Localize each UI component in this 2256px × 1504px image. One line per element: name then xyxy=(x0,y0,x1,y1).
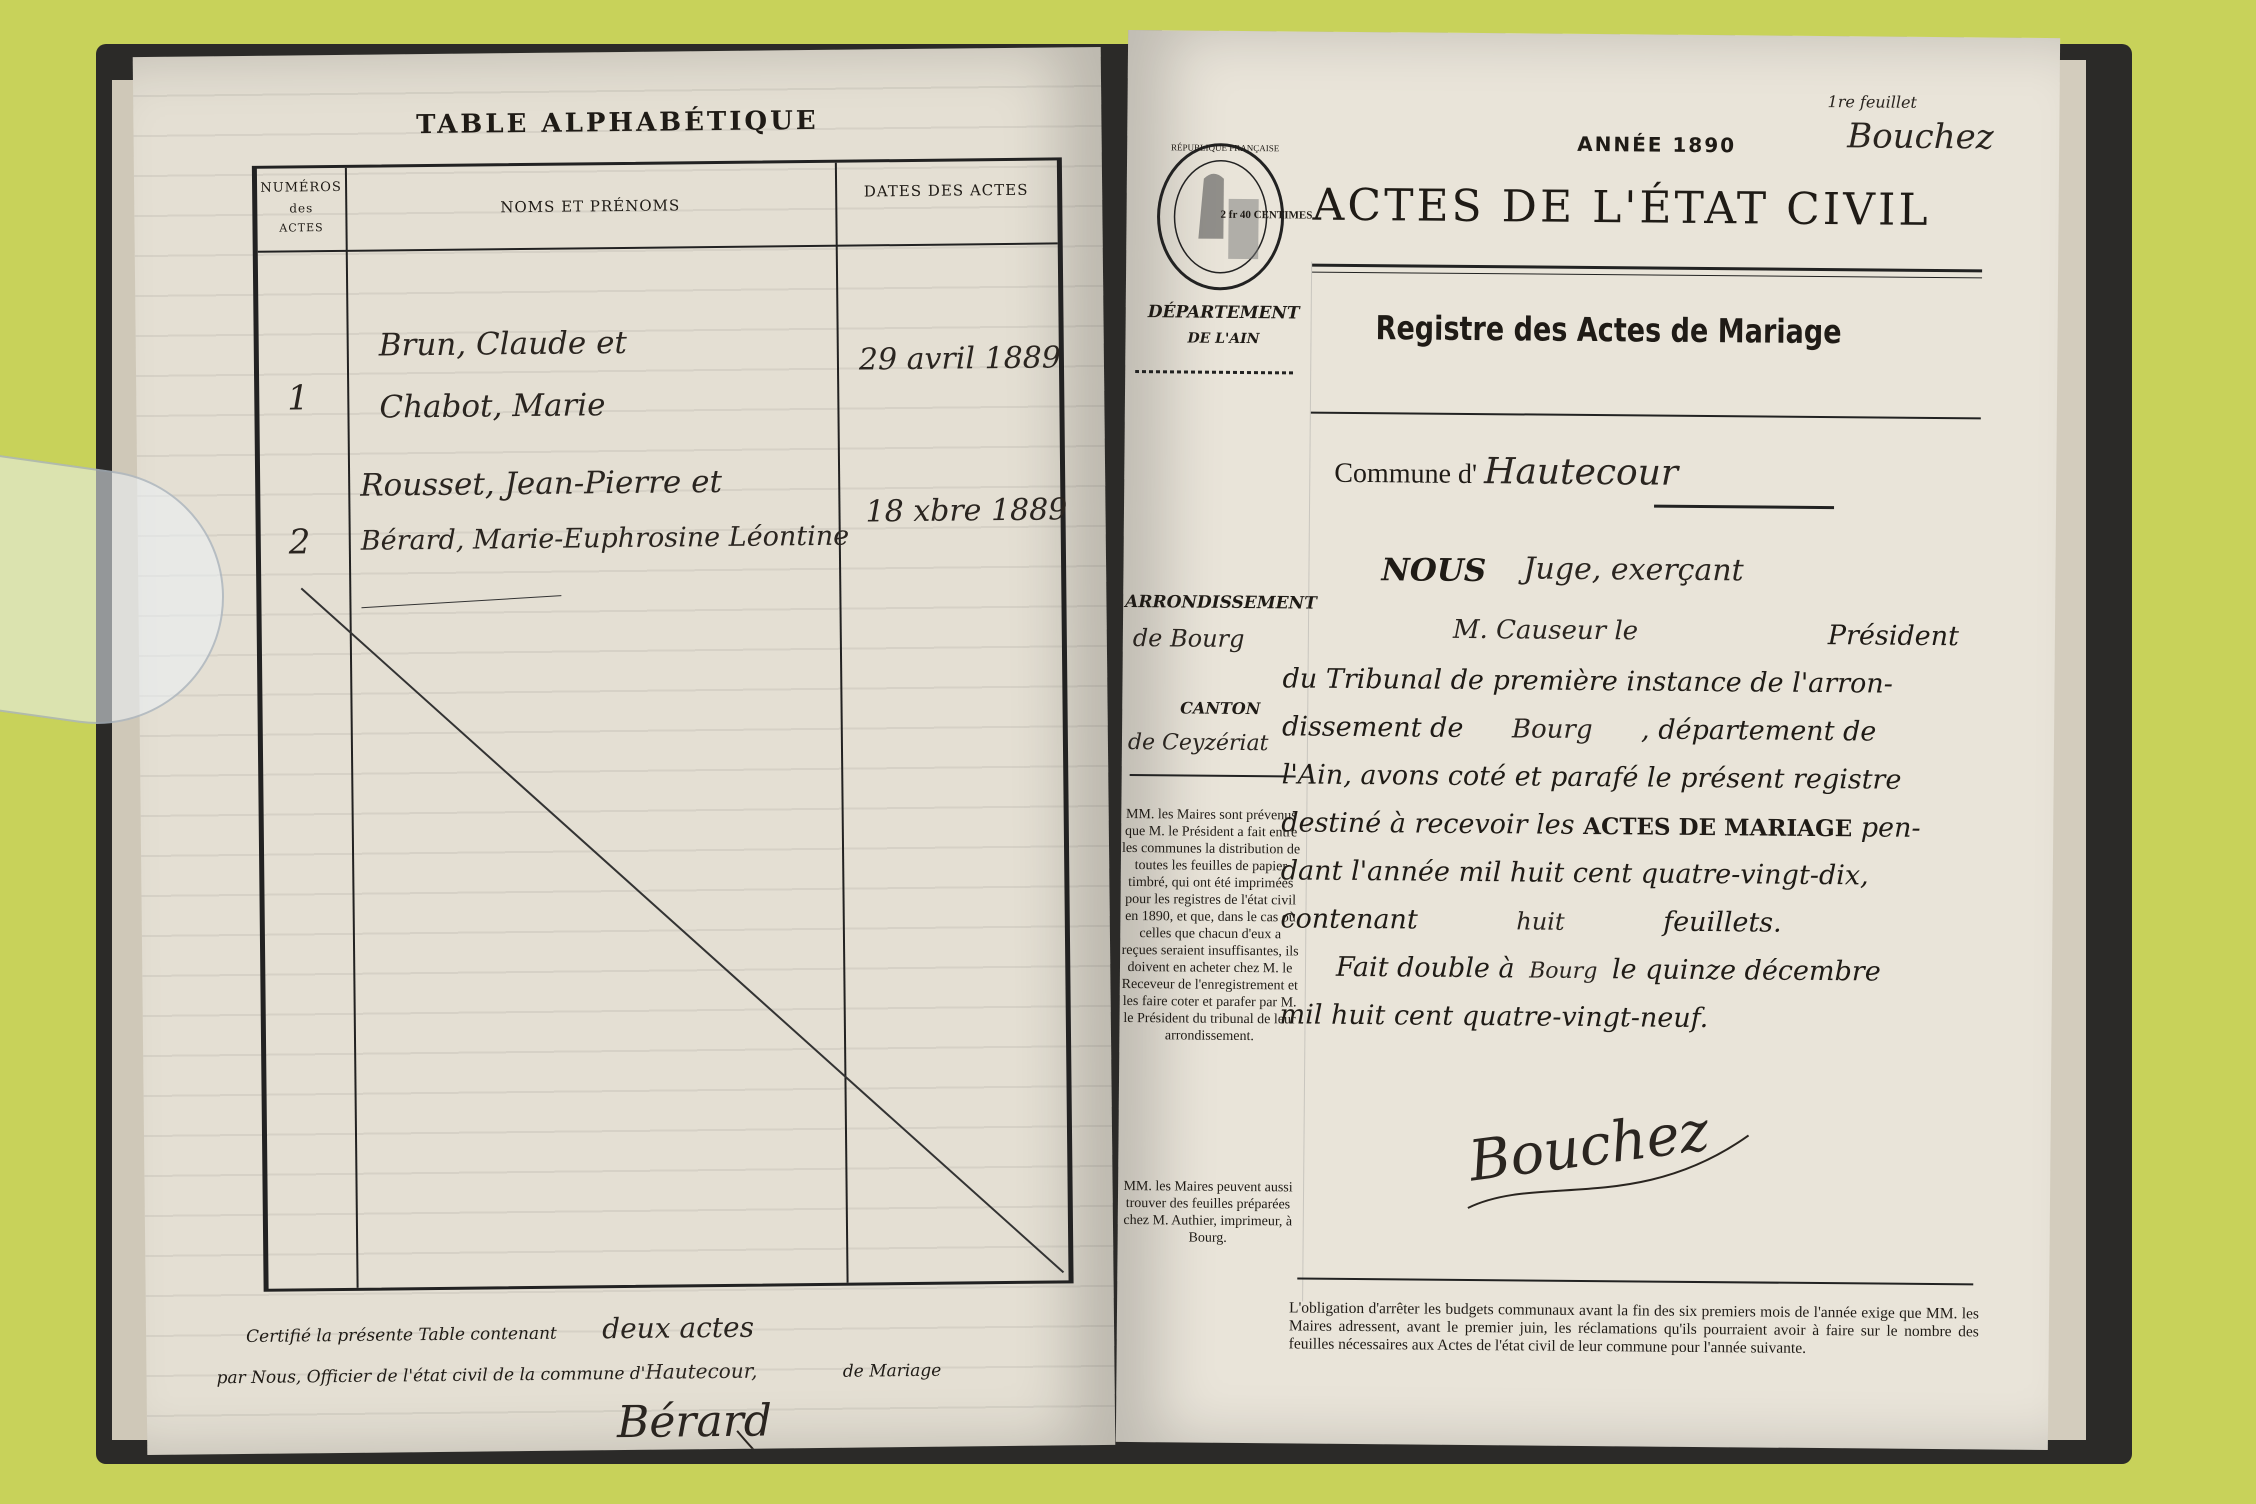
ornament-rule xyxy=(1654,505,1834,510)
body-line: destiné à recevoir les ACTES DE MARIAGE pen- xyxy=(1281,807,1921,844)
commune-label: Commune d' xyxy=(1334,457,1478,491)
entry-number: 2 xyxy=(288,522,311,563)
departement-label: DÉPARTEMENT xyxy=(1147,302,1300,324)
registry-title: Registre des Actes de Mariage xyxy=(1375,308,1842,352)
mayor-signature: Bouchez xyxy=(1465,1098,1713,1195)
main-title: ACTES DE L'ÉTAT CIVIL xyxy=(1312,179,1931,236)
body-line: Fait double à Bourg le quinze décembre xyxy=(1335,951,1881,988)
bottom-note: L'obligation d'arrêter les budgets communaux avant la fin des six premiers mois de l'année exige que MM. les Maires adressent, avant le premier juin, les réclamations qu'ils pourraient avoir à faire sur le nombre des feuilles nécessaires aux Actes de l'état civil de leur commune pour l'année suivante. xyxy=(1288,1299,1980,1357)
footer-line1: Certifié la présente Table contenant deux actes xyxy=(246,1310,755,1347)
bottom-rule xyxy=(1297,1277,1973,1285)
body-line: dissement de Bourg , département de xyxy=(1281,711,1877,748)
margin-note: 1re feuillet xyxy=(1827,92,1917,112)
canton-value: de Ceyzériat xyxy=(1127,729,1269,757)
entry-names-line2: Chabot, Marie xyxy=(379,387,606,426)
arrondissement-label: ARRONDISSEMENT xyxy=(1125,591,1317,614)
body-line: du Tribunal de première instance de l'arron- xyxy=(1282,663,1894,700)
commune-line xyxy=(1334,450,1678,494)
header-numeros: NUMÉROS des ACTES xyxy=(260,179,342,235)
entry-names-line1: Brun, Claude et xyxy=(378,324,628,364)
body-line: l'Ain, avons coté et parafé le présent registre xyxy=(1281,759,1902,796)
note-authier: MM. les Maires peuvent aussi trouver des feuilles préparées chez M. Authier, imprimeur, à Bourg. xyxy=(1123,1178,1293,1246)
registry-rule xyxy=(1311,412,1981,420)
year-label: ANNÉE 1890 xyxy=(1577,131,1737,158)
departement-value: DE L'AIN xyxy=(1187,330,1260,348)
signature-flourish xyxy=(1458,1113,1759,1226)
right-page xyxy=(1116,30,2060,1450)
body-line: mil huit cent quatre-vingt-neuf. xyxy=(1279,999,1709,1035)
alphabetical-table xyxy=(252,157,1074,1291)
entry-date: 18 xbre 1889 xyxy=(865,492,1068,530)
nous-value: Juge, exerçant xyxy=(1523,551,1744,589)
title-rule-thin xyxy=(1312,272,1982,279)
entry-number: 1 xyxy=(287,378,310,419)
margin-signature: Bouchez xyxy=(1847,116,1994,158)
footer-signature: Bérard xyxy=(616,1395,773,1449)
arrondissement-value: de Bourg xyxy=(1132,624,1245,653)
footer-line2: par Nous, Officier de l'état civil de la commune d'Hautecour, de Mariage xyxy=(216,1358,942,1389)
canton-underline xyxy=(1130,774,1296,777)
header-noms-prenoms: NOMS ET PRÉNOMS xyxy=(500,196,681,217)
president-hand: M. Causeur le xyxy=(1452,614,1639,647)
note-maires: MM. les Maires sont prévenus que M. le Président a fait entre les communes la distribution de toutes les feuilles de papier timbré, qui ont été imprimées pour les registres de l'état civil en 1890, et que, dans le cas où celles que chacun d'eux a reçues seraient insuffisantes, ils doivent en acheter chez M. le Receveur de l'enregistrement et les faire coter et parafer par M. le Président du tribunal de leur arrondissement. xyxy=(1121,806,1301,1045)
header-dates: DATES DES ACTES xyxy=(863,180,1029,201)
strike-diagonal xyxy=(257,160,1069,1288)
nous-label: NOUS xyxy=(1381,552,1487,590)
stamp-value: 2 fr 40 CENTIMES xyxy=(1220,208,1313,222)
entry-names-line1: Rousset, Jean-Pierre et xyxy=(360,463,723,504)
canton-label: CANTON xyxy=(1180,698,1261,719)
left-page xyxy=(133,47,1116,1455)
entry-date: 29 avril 1889 xyxy=(858,340,1062,378)
body-line: Président xyxy=(1827,620,1960,653)
body-line: dant l'année mil huit cent quatre-vingt-dix, xyxy=(1280,855,1869,892)
stamp-ring-text: RÉPUBLIQUE FRANÇAISE xyxy=(1170,142,1280,154)
ornament-rule xyxy=(1135,370,1295,374)
title-rule xyxy=(1312,264,1982,273)
entry-names-line2: Bérard, Marie-Euphrosine Léontine xyxy=(360,520,850,557)
body-line: contenant huit feuillets. xyxy=(1280,903,1782,939)
table-title: TABLE ALPHABÉTIQUE xyxy=(416,105,819,141)
commune-value: Hautecour xyxy=(1483,451,1679,494)
